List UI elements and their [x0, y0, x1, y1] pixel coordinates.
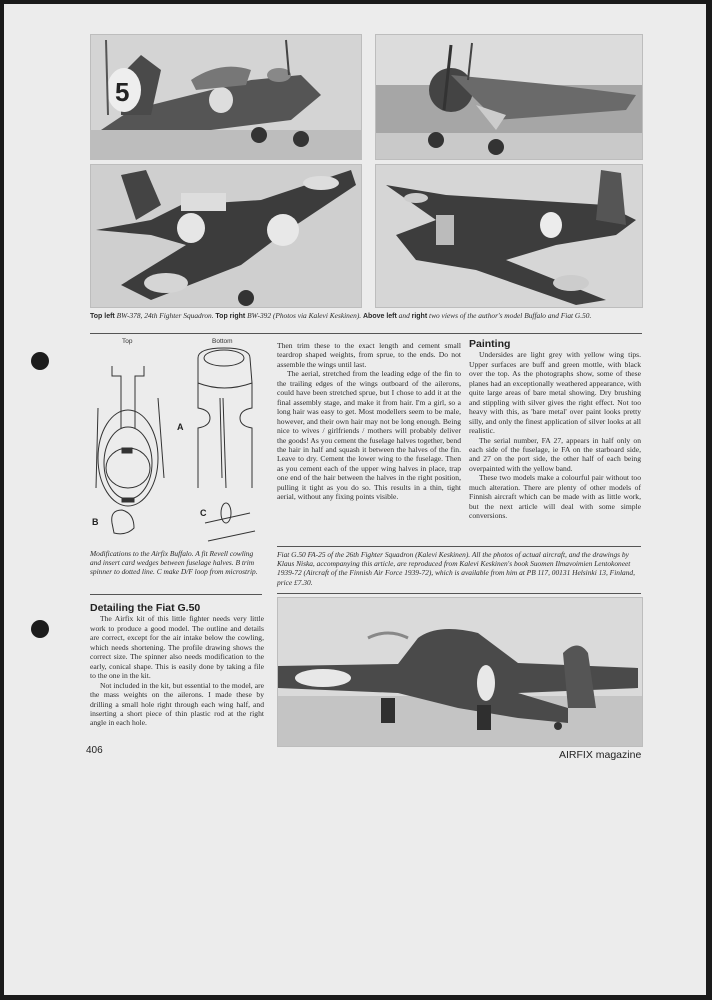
diagram-label-b: B [92, 517, 99, 527]
photo-above-left-buffalo-model [90, 164, 362, 308]
svg-text:5: 5 [115, 77, 130, 107]
paragraph: The aerial, stretched from the leading edge of the fin to the trailing edges of the wings outboard of the ailerons, could have been stretched sprue, but I chose to add it at the final assembly stage, and make it from hair. I'm a girl, so a long hair was easy to get. Most modellers seem to be male, however, and their own hair may not be long enough. Being nice to wives / girlfriends / mothers will probably deliver the goods! As you cement the fuselage halves together, bend the hair in half and squash it between the halves of the fin. Leave to dry. Cement the lower wing to the fuselage. Then as you cement each of the upper wing halves in place, trap one end of the hair between the halves in the right position, pulling it tight as you do so. This results in a thin, tight aerial, without any fixing points visible. [277, 369, 461, 502]
hole-punch-top [31, 352, 49, 370]
paragraph: These two models make a colourful pair without too much alteration. There are plenty of other models of Finnish aircraft which can be made with as little work, but the next article will deal with some simple conversions. [469, 473, 641, 521]
divider-left [90, 594, 262, 595]
paragraph: Not included in the kit, but essential to the model, are the mass weights on the ailerons. I made these by drilling a small hole right through each wing half, and inserting a short piece of thin plastic rod at the right angle in each hole. [90, 680, 264, 728]
divider-mid [277, 546, 641, 547]
painting-heading: Painting [469, 338, 511, 350]
divider-top [90, 333, 642, 334]
top-photo-caption: Top left BW-378, 24th Fighter Squadron. Top right BW-392 (Photos via Kalevi Keskinen). Above left and right two views of the author's model Buffalo and Fiat G.50. [90, 311, 592, 320]
painting-section [469, 340, 641, 521]
divider-fiat [277, 593, 641, 594]
magazine-page [4, 4, 706, 995]
page-number: 406 [86, 745, 103, 756]
diagram-label-c: C [200, 508, 207, 518]
paragraph: The serial number, FA 27, appears in half only on each side of the fuselage, ie FA on the starboard side, and 27 on the port side, the other half of each being overpainted with the yellow band. [469, 435, 641, 473]
paragraph: The Airfix kit of this little fighter needs very little work to produce a good model. The outline and details are correct, except for the air intake below the cowling, which needs shortening. The profile drawing shows the correct size. The spinner also needs modification to the early, conical shape. This is easily done by taking a file to the one in the kit. [90, 614, 264, 681]
cowling-drawing-icon [90, 338, 268, 544]
paragraph: Then trim these to the exact length and cement small teardrop shaped weights, from sprue, to the ends. Do not assemble the wings until last. [277, 341, 461, 369]
diagram-label-bottom: Bottom [212, 338, 233, 345]
detailing-section [90, 604, 264, 728]
diagram-label-top: Top [122, 338, 133, 345]
magazine-name: AIRFIX magazine [559, 749, 642, 761]
article-middle-column [277, 341, 461, 502]
diagram-caption: Modifications to the Airfix Buffalo. A fit Revell cowling and insert card wedges between fuselage halves. B trim spinner to dotted line. C make D/F loop from microstrip. [90, 549, 258, 577]
hole-punch-bottom [31, 620, 49, 638]
photo-top-left-bw378 [90, 34, 362, 160]
photo-above-right-fiat-model [375, 164, 643, 308]
fiat-photo-caption: Fiat G.50 FA-25 of the 26th Fighter Squadron (Kalevi Keskinen). All the photos of actual aircraft, and the drawings by Klaus Niska, accompanying this article, are reproduced from Kalevi Keskinen's book Suomen Ilmavoimien Lentokoneet 1939-72 (Aircraft of the Finnish Air Force 1939-72), which is available from him at PB 117, 00131 Helsinki 13, Finland, price £7.30. [277, 550, 635, 587]
diagram-label-a: A [177, 422, 184, 432]
photo-fiat-g50-fa25 [277, 597, 643, 747]
buffalo-modification-diagram [90, 338, 268, 544]
paragraph: Undersides are light grey with yellow wing tips. Upper surfaces are buff and green mottle, with black over the top. As the photographs show, some of these planes had an exceptionally weathered appearance, with quite large areas of bare metal showing. Dry brushing and stippling with silver gives the right effect. Not too heavy with this, as 'bare metal' over paint looks pretty silly, and only the finest application of silver looks at all realistic. [469, 350, 641, 436]
photo-top-right-bw392 [375, 34, 643, 160]
detailing-heading: Detailing the Fiat G.50 [90, 602, 201, 614]
